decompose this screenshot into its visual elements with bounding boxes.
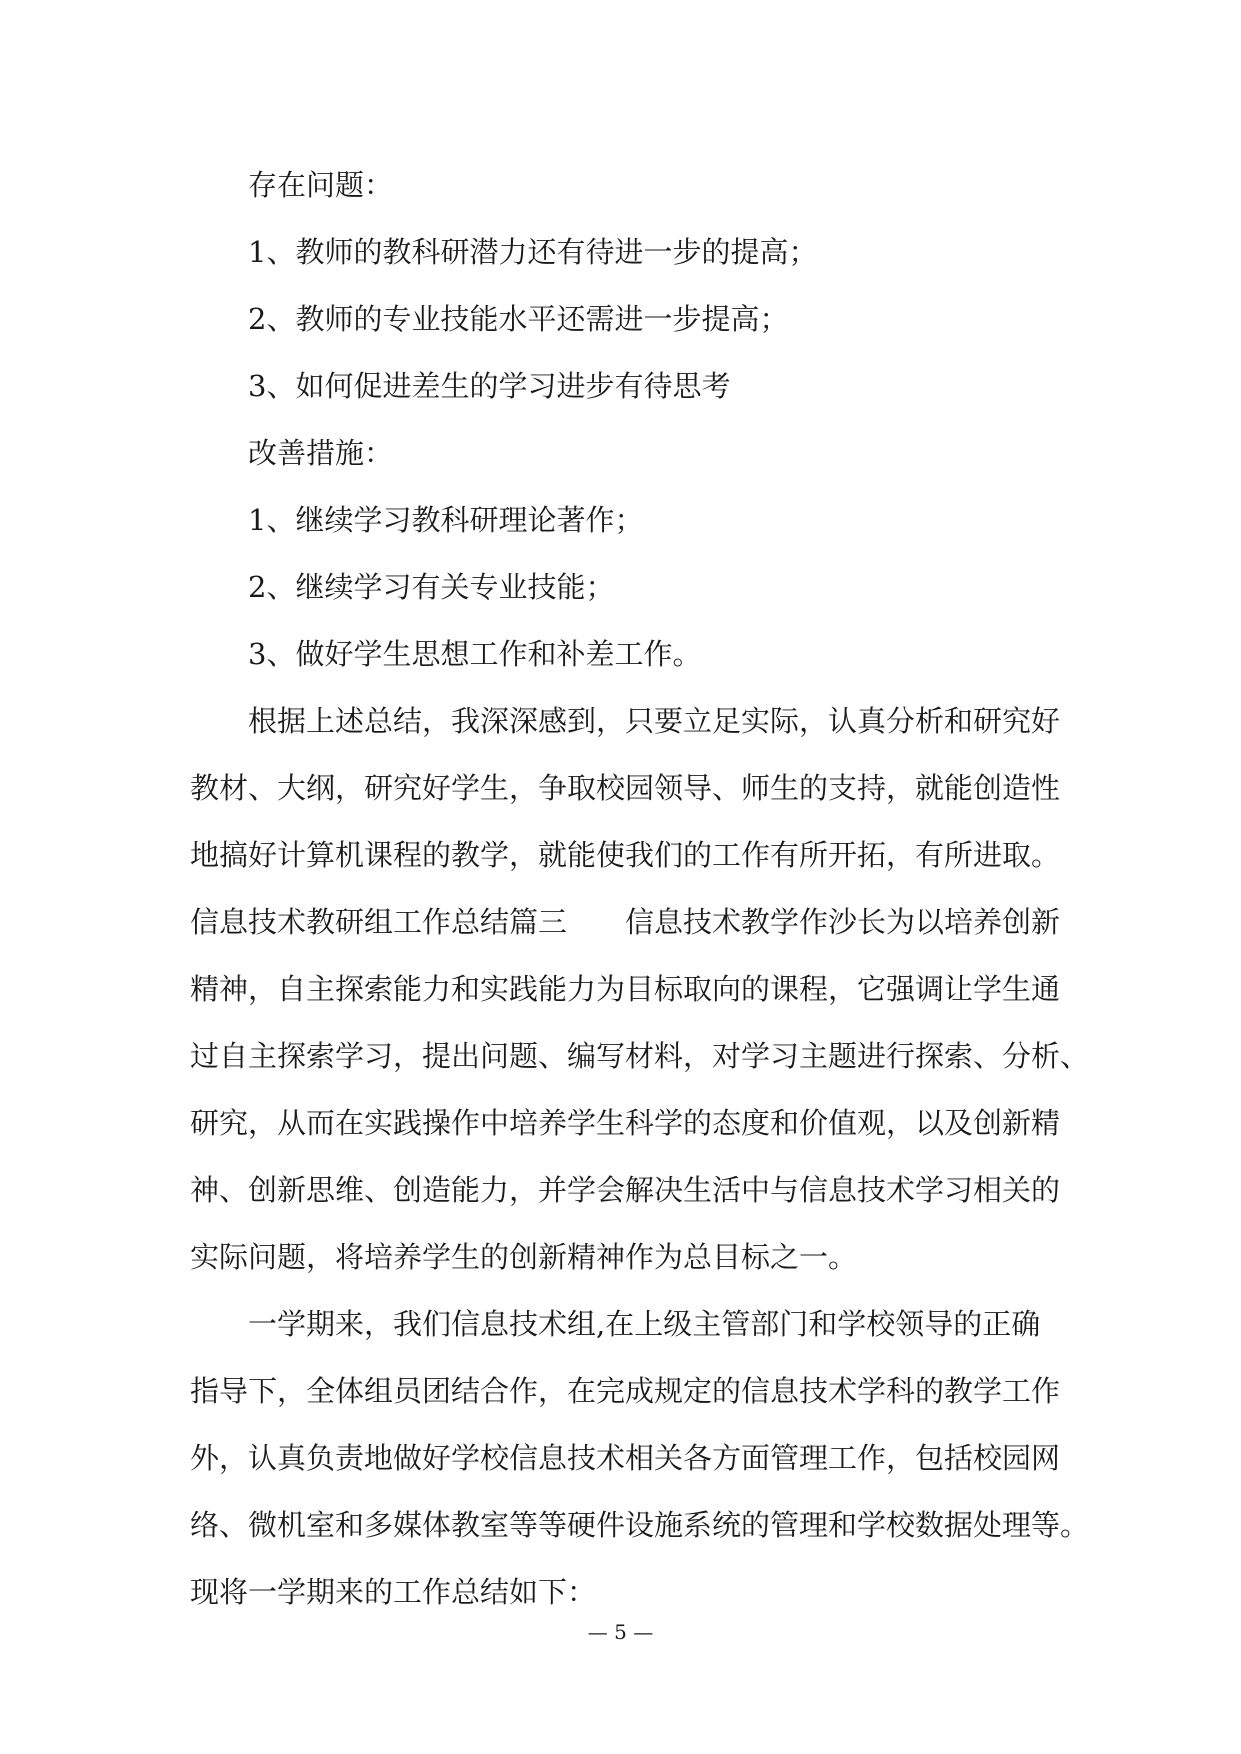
section-three-title: 信息技术教研组工作总结篇三 (190, 905, 568, 939)
section-three-first-line (190, 889, 1060, 956)
section-three-line-4: 研究，从而在实践操作中培养学生科学的态度和价值观，以及创新精 (190, 1106, 1061, 1140)
issue-item-3: 3、如何促进差生的学习进步有待思考 (248, 369, 731, 403)
issue-item-2: 2、教师的专业技能水平还需进一步提高； (248, 302, 789, 336)
document-body (190, 152, 1090, 1626)
semester-line-2: 指导下，全体组员团结合作，在完成规定的信息技术学科的教学工作 (190, 1374, 1061, 1408)
section-three-line-6: 实际问题，将培养学生的创新精神作为总目标之一。 (190, 1240, 858, 1274)
semester-line-4: 络、微机室和多媒体教室等等硬件设施系统的管理和学校数据处理等。 (190, 1508, 1090, 1542)
measure-item-3: 3、做好学生思想工作和补差工作。 (248, 637, 702, 671)
conclusion-line-2: 教材、大纲，研究好学生，争取校园领导、师生的支持，就能创造性 (190, 771, 1061, 805)
conclusion-line-3: 地搞好计算机课程的教学，就能使我们的工作有所开拓，有所进取。 (190, 838, 1061, 872)
section-three-line-5: 神、创新思维、创造能力，并学会解决生活中与信息技术学习相关的 (190, 1173, 1061, 1207)
issues-heading: 存在问题： (248, 168, 394, 202)
section-three-line-2: 精神，自主探索能力和实践能力为目标取向的课程，它强调让学生通 (190, 972, 1061, 1006)
measure-item-2: 2、继续学习有关专业技能； (248, 570, 615, 604)
conclusion-line-1: 根据上述总结，我深深感到，只要立足实际，认真分析和研究好 (248, 704, 1061, 738)
semester-line-3: 外，认真负责地做好学校信息技术相关各方面管理工作，包括校园网 (190, 1441, 1061, 1475)
measures-heading: 改善措施： (248, 436, 394, 470)
semester-line-1: 一学期来，我们信息技术组,在上级主管部门和学校领导的正确 (248, 1307, 1041, 1341)
section-three-line-3: 过自主探索学习，提出问题、编写材料，对学习主题进行探索、分析、 (190, 1039, 1090, 1073)
section-three-first-text: 信息技术教学作沙长为以培养创新 (625, 905, 1061, 939)
measure-item-1: 1、继续学习教科研理论著作； (248, 503, 644, 537)
semester-line-5: 现将一学期来的工作总结如下： (190, 1575, 597, 1609)
issue-item-1: 1、教师的教科研潜力还有待进一步的提高； (248, 235, 818, 269)
page-number: — 5 — (587, 1620, 654, 1644)
